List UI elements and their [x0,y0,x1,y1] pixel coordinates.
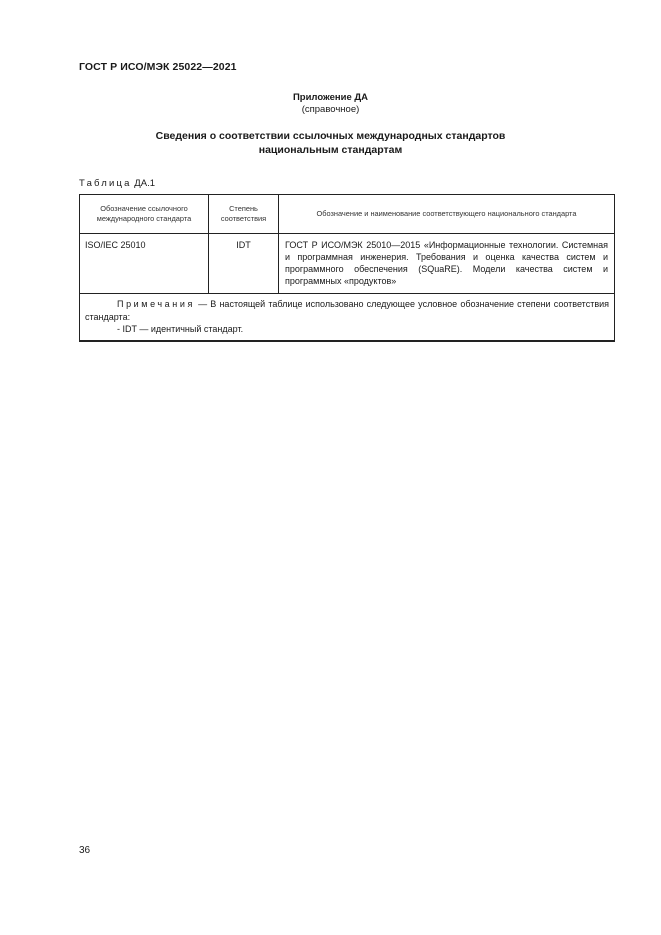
annex-heading [0,92,661,116]
header-national-standard: Обозначение и наименование соответствующего национального стандарта [279,195,615,234]
correspondence-table [79,194,615,342]
header-international-standard [80,195,209,234]
annex-title: Приложение ДА [292,92,369,103]
header-col2-line2: соответствия [220,214,267,223]
cell-international-standard: ISO/IEC 25010 [80,234,209,294]
document-title-line1: Сведения о соответствии ссылочных международных стандартов [155,130,506,142]
note-text: — В настоящей таблице использовано следующее условное обозначение степени соответствия стандарта: [85,299,609,322]
cell-degree: IDT [209,234,279,294]
header-col1-line1: Обозначение ссылочного [100,204,188,213]
table-header-row [80,195,615,234]
page-number: 36 [79,845,91,856]
standard-code-header: ГОСТ Р ИСО/МЭК 25022—2021 [79,61,237,73]
note-list-item: - IDT — идентичный стандарт. [117,324,244,334]
table-note-row [80,294,615,341]
header-col1-line2: международного стандарта [96,214,192,223]
cell-national-standard: ГОСТ Р ИСО/МЭК 25010—2015 «Информационные технологии. Системная и программная инженерия. Требования и оценка качества систем и программного обеспечения (SQuaRE). Модели качества систем и программных «продуктов» [279,234,615,294]
correspondence-table-wrapper [79,194,614,342]
table-caption [79,178,155,189]
document-title-line2: национальным стандартам [258,144,403,156]
table-row [80,234,615,294]
table-caption-word: Таблица [79,178,132,189]
table-caption-number: ДА.1 [134,178,155,189]
note-paragraph [85,298,609,323]
table-note [80,294,615,341]
annex-subtitle: (справочное) [301,104,360,115]
header-col2-line1: Степень [229,204,258,213]
document-title [0,129,661,157]
header-degree [209,195,279,234]
note-label: Примечания [117,299,195,309]
